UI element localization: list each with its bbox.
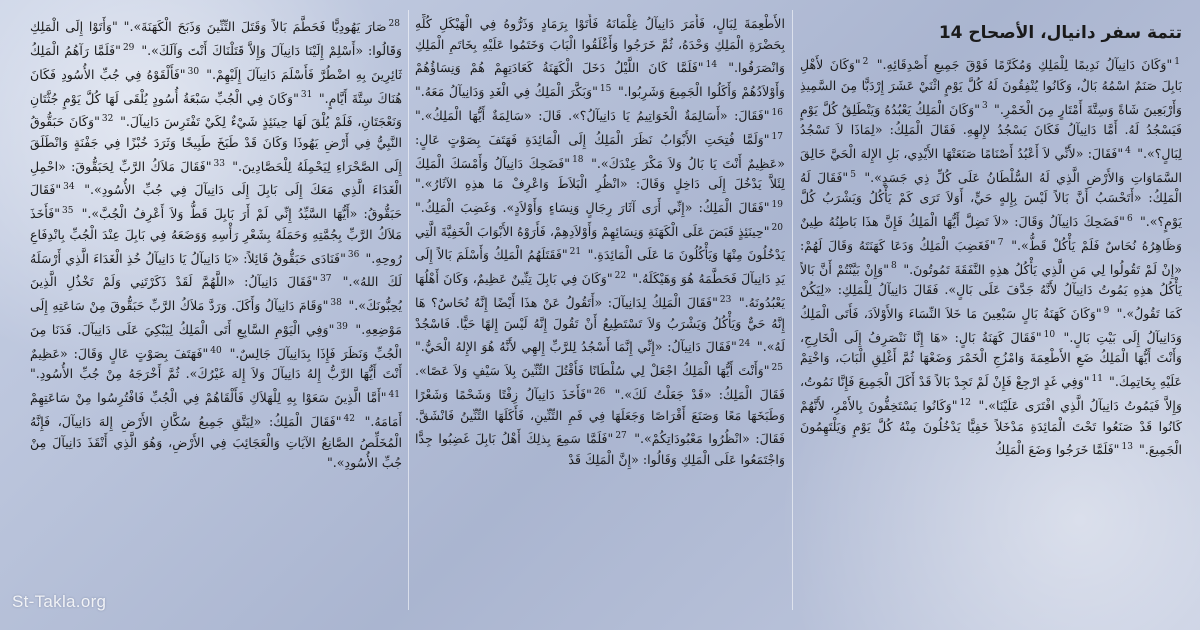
verse-number: 31	[300, 90, 313, 101]
verse-text: "فَقَالَ: «لأَنِّي لاَ أَعْبُدُ أَصْنَامًا صَنَعَتْهَا الأَيْدِي، بَلِ الإِلهَ الْحَيَّ خَالِقَ السَّمَاوَاتِ وَالأَرْضِ الَّذِي لَهُ السُّلْطَانُ عَلَى كُلِّ ذِي جَسَدٍ»."	[800, 145, 1182, 185]
verse-text: "وَبَكَّرَ الْمَلِكُ فِي الْغَدِ وَدَانِيآلُ مَعَهُ."	[415, 84, 598, 100]
verse-text: "فَقَتَلَهُمُ الْمَلِكُ وَأَسْلَمَ بَالاً إِلَى يَدِ دَانِيآلَ فَحَطَّمَهُ هُوَ وَهَيْكَلَهُ."	[415, 247, 785, 287]
verse-text: "أَمَّا الَّذِينَ سَعَوْا بِهِ لِلْهَلاَكِ فَأَلْقَاهُمْ فِي الْجُبِّ فَافْتُرِسُوا مِنْ سَاعَتِهِمْ أَمَامَهُ."	[30, 390, 402, 429]
verse-number: 24	[738, 339, 751, 350]
verse-text: "فَنَادَى حَبَقُّوقُ قَائِلاً: «يَا دَانِيآلُ يَا دَانِيآلُ خُذِ الْغَدَاءَ الَّذِي أَرْسَلَهُ لَكَ اللهُ»."	[30, 250, 402, 290]
verse-text: "فَقَالَ كَهَنَةُ بَالٍ: «هَا إِنَّا نَنْصَرِفُ إِلَى الْخَارِجِ، وَأَنْتَ أَيُّهَا الْمَلِكُ ضَعِ الأَطْعِمَةَ وَامْزُجِ الْخَمْرَ وَضَعْهَا ثُمَّ أَغْلِقِ الْبَابَ، وَاخْتِمْ عَلَيْهِ بِخَاتِمِكَ."	[800, 329, 1182, 390]
verse	[124, 19, 402, 34]
verse-list-right	[800, 52, 1182, 461]
verse-number: 13	[1121, 442, 1133, 453]
verse-text: "فَضَحِكَ دَانِيآلُ وَأَمْسَكَ الْمَلِكَ لِئَلاَّ يَدْخُلَ إِلَى دَاخِلٍ وَقَالَ: «انْظُرِ الْبَلاَطَ وَاعْرِفْ مَا هذِهِ الآثَارُ»."	[415, 155, 785, 192]
text-column-right	[800, 14, 1182, 594]
verse-number: 19	[771, 199, 783, 210]
verse-text: "فَقَالَ دَانِيآلُ: «إِنِّي إِنَّمَا أَسْجُدُ لِلرَّبِّ إِلهِي لأَنَّهُ هُوَ الإِلهُ الْحَيُّ."	[415, 339, 737, 355]
verse-text: "فَلَمَّا خَرَجُوا وَضَعَ الْمَلِكُ	[994, 442, 1120, 458]
verse-number: 11	[1091, 374, 1103, 384]
verse-number: 28	[388, 19, 400, 29]
verse-text: "فَغَضِبَ الْمَلِكُ وَدَعَا كَهَنَتَهُ وَقَالَ لَهُمْ: «إِنْ لَمْ تَقُولُوا لِي مَنِ الَّذِي يَأْكُلُ هذِهِ النَّفَقَةَ تَمُوتُونَ."	[800, 237, 1182, 277]
verse-number: 35	[62, 206, 74, 217]
verse-text: "فَقَالَ دَانِيآلُ: «اللَّهُمَّ لَقَدْ ذَكَرْتَنِي وَلَمْ تَخْذُلِ الَّذِينَ يُحِبُّونَكَ»."	[30, 274, 402, 314]
verse-text: "وَكَانَ لأَهْلِ بَابِلَ صَنَمٌ اسْمُهُ بَالٌ، وَكَانُوا يُنْفِقُونَ لَهُ كُلَّ يَوْمٍ اثْنَيْ عَشَرَ إِرْدَبًّا مِنَ السَّمِيذِ وَأَرْبَعِينَ شَاةً وَسِتَّةَ أَمْتَارٍ مِنَ الْخَمْرِ."	[800, 57, 1182, 117]
verse-text: "فَقَالَ الْمَلِكُ: «لِيَتَّقِ جَمِيعُ سُكَّانِ الأَرْضِ إِلهَ دَانِيآلَ، فَإِنَّهُ الْمُخَلِّصُ الصَّانِعُ الآيَاتِ وَالْعَجَائِبَ فِي الأَرْضِ، وَهُوَ الَّذِي أَنْقَذَ دَانِيآلَ مِنْ جُبِّ الأُسُودِ»."	[30, 413, 402, 471]
verse-text: "وَكَانَ فِي بَابِلَ تِنِّينٌ عَظِيمٌ، وَكَانَ أَهْلُهَا يَعْبُدُونَهُ."	[415, 271, 785, 310]
verse-number: 12	[959, 397, 972, 408]
verse-text: "وَكَانَ فِي الْجُبِّ سَبْعَةُ أُسُودٍ يُلْقَى لَهَا كُلَّ يَوْمٍ جُثَّتَانِ وَنَعْجَتَانِ، فَلَمْ يُلْقَ لَهَا حِينَئِذٍ شَيْءٌ لِكَيْ تَفْتَرِسَ دَانِيآلَ."	[30, 90, 402, 130]
verse-text: "فَأَخَذَ دَانِيآلُ زِفْتًا وَشَحْمًا وَشَعْرًا وَطَبَخَهَا مَعًا وَصَنَعَ أَقْرَاصًا وَجَعَلَهَا فِي فَمِ التِّنِّينِ، فَأَكَلَهَا التِّنِّينُ فَانْشَقَّ. فَقَالَ: «انْظُرُوا مَعْبُودَاتِكُمْ»."	[415, 386, 785, 447]
verse-text: صَارَ يَهُودِيًّا فَحَطَّمَ بَالاً وَقَتَلَ التِّنِّينَ وَذَبَحَ الْكَهَنَةَ»."	[123, 19, 387, 35]
verse-number: 32	[101, 114, 114, 125]
verse-number: 21	[569, 247, 582, 258]
verse	[995, 442, 1135, 457]
verse-number: 39	[336, 321, 348, 332]
verse-text: "فَلَمَّا سَمِعَ بِذلِكَ أَهْلُ بَابِلَ غَضِبُوا جِدًّا وَاجْتَمَعُوا عَلَى الْمَلِكِ وَقَالُوا: «إِنَّ الْمَلِكَ قَدْ	[415, 431, 785, 467]
verse	[415, 84, 613, 99]
verse	[415, 339, 752, 354]
verse-list-left	[30, 14, 402, 474]
verse-number: 41	[388, 389, 400, 400]
verse-text: "فَلَمَّا رَآهُمُ الْمَلِكُ ثَائِرِينَ بِهِ اضْطُرَّ فَأَسْلَمَ دَانِيآلَ إِلَيْهِمْ."	[30, 42, 402, 82]
verse	[415, 200, 785, 215]
verse-number: 7	[997, 237, 1004, 248]
verse-number: 10	[1043, 329, 1056, 340]
verse-number: 30	[187, 66, 200, 77]
verse-list-middle	[415, 14, 785, 471]
verse-text: "فَقَالَ لَهُ الْمَلِكُ: «أَتَحْسَبُ أَنَّ بَالاً لَيْسَ بِإِلهٍ حَيٍّ، أَوَلاَ تَرَى كَمْ يَأْكُلُ وَيَشْرَبُ كُلَّ يَوْمٍ؟»."	[800, 169, 1182, 230]
chapter-title: تتمة سفر دانيال، الأصحاح 14	[938, 23, 1182, 43]
verse-number: 14	[705, 60, 718, 71]
verse-text: "فَقَالَ: «أَسَالِمَةٌ الْخَوَاتِيمُ يَا دَانِيآلُ؟». قَالَ: «سَالِمَةٌ أَيُّهَا الْمَلِكُ»."	[415, 107, 770, 123]
verse-number: 40	[210, 345, 222, 356]
text-column-middle	[415, 14, 785, 594]
verse-number: 16	[771, 107, 783, 118]
verse-text: "وَكَانَ كَهَنَةُ بَالٍ سَبْعِينَ مَا خَلاَ النِّسَاءَ وَالأَوْلاَدَ، فَأَتَى الْمَلِكُ وَدَانِيآلُ إِلَى بَيْتِ بَالٍ."	[800, 306, 1182, 345]
verse-number: 29	[122, 42, 135, 53]
verse-number: 36	[347, 250, 360, 261]
column-divider-left	[408, 10, 409, 610]
verse-text: "وَفِي غَدٍ ارْجِعْ فَإِنْ لَمْ تَجِدْ بَالاً قَدْ أَكَلَ الْجَمِيعَ فَإِنَّا نَمُوتُ، وَإِلاَّ فَيَمُوتُ دَانِيآلُ الَّذِي افْتَرَى عَلَيْنَا»."	[800, 374, 1182, 413]
verse-number: 25	[771, 362, 783, 373]
verse-number: 20	[771, 223, 783, 234]
verse-number: 22	[614, 271, 627, 282]
verse-number: 23	[719, 294, 732, 305]
verse-number: 26	[593, 386, 606, 397]
verse-number: 17	[771, 131, 783, 142]
verse-number: 1	[1174, 57, 1180, 67]
verse-text: الأَطْعِمَةَ لِبَالٍ، فَأَمَرَ دَانِيآلُ غِلْمَانَهُ فَأَتَوْا بِرَمَادٍ وَذَرُّوهُ فِي الْهَيْكَلِ كُلِّهِ بِحَضْرَةِ الْمَلِكِ وَحْدَهُ، ثُمَّ خَرَجُوا وَأَغْلَقُوا الْبَابَ وَخَتَمُوا عَلَيْهِ بِخَاتَمِ الْمَلِكِ وَانْصَرَفُوا."	[415, 16, 785, 76]
verse-number: 33	[213, 158, 225, 169]
verse-number: 8	[891, 261, 897, 272]
verse-text: "وَإِنْ بَيَّنْتُمْ أَنَّ بَالاً يَأْكُلُ هذِهِ يَمُوتُ دَانِيآلُ لأَنَّهُ جَدَّفَ عَلَى بَالٍ». فَقَالَ دَانِيآلُ لِلْمَلِكِ: «لِيَكُنْ كَمَا تَقُولُ»."	[800, 261, 1182, 322]
verse-number: 27	[615, 431, 627, 442]
verse-text: "وَكَانَ الْمَلِكُ يَعْبُدُهُ وَيَنْطَلِقُ كُلَّ يَوْمٍ فَيَسْجُدُ لَهُ. أَمَّا دَانِيآلُ فَكَانَ يَسْجُدُ لإِلهِهِ. فَقَالَ الْمَلِكُ: «لِمَاذَا لاَ تَسْجُدُ لِبَالٍ؟»."	[800, 101, 1182, 161]
verse-number: 2	[862, 57, 869, 67]
verse-number: 42	[343, 413, 355, 424]
verse-text: "وَكَانُوا يَسْتَخِفُّونَ بِالأَمْرِ، لأَنَّهُمْ كَانُوا قَدْ صَنَعُوا تَحْتَ الْمَائِدَةِ مَدْخَلاً خَفِيًّا يَدْخُلُونَ مِنْهُ كُلَّ يَوْمٍ وَيَلْتَهِمُونَ الْجَمِيعَ."	[800, 397, 1182, 458]
verse-text: "فَقَالَ مَلاَكُ الرَّبِّ لِحَبَقُّوقَ: «احْمِلِ الْغَدَاءَ الَّذِي مَعَكَ إِلَى بَابِلَ إِلَى دَانِيآلَ فِي جُبِّ الأُسُودِ»."	[30, 158, 402, 198]
verse-number: 37	[320, 274, 332, 285]
verse-text: "فَأَخَذَ مَلاَكُ الرَّبِّ بِجُمَّتِهِ وَحَمَلَهُ بِشَعْرِ رَأْسِهِ وَوَضَعَهُ فِي بَابِلَ عِنْدَ الْجُبِّ بِانْدِفَاعِ رُوحِهِ."	[30, 206, 402, 266]
verse	[415, 108, 785, 123]
site-watermark: St-Takla.org	[12, 592, 107, 611]
verse-number: 18	[572, 155, 584, 166]
verse-number: 4	[1125, 145, 1131, 156]
verse-number: 38	[330, 298, 342, 308]
verse-number: 5	[850, 169, 856, 180]
verse-text: "فَضَحِكَ دَانِيآلُ وَقَالَ: «لاَ تَضِلَّ أَيُّهَا الْمَلِكُ فَإِنَّ هذَا بَاطِنُهُ طِينٌ وَظَاهِرُهُ نُحَاسٌ فَلَمْ يَأْكُلْ قَطُّ»."	[800, 214, 1182, 253]
verse-number: 15	[599, 83, 612, 94]
verse-text: "وَقَامَ دَانِيآلُ وَأَكَلَ. وَرَدَّ مَلاَكُ الرَّبِّ حَبَقُّوقَ مِنْ سَاعَتِهِ إِلَى مَوْضِعِهِ."	[30, 298, 402, 337]
verse-text: "وَفِي الْيَوْمِ السَّابِعِ أَتَى الْمَلِكُ لِيَبْكِيَ عَلَى دَانِيآلَ. فَدَنَا مِنَ الْجُبِّ وَنَظَرَ فَإِذَا بِدَانِيآلَ جَالِسٌ."	[30, 321, 402, 361]
verse-text: "فَهَتَفَ بِصَوْتٍ عَالٍ وَقَالَ: «عَظِيمٌ أَنْتَ أَيُّهَا الرَّبُّ إِلهُ دَانِيآلَ وَلاَ إِلهَ غَيْرُكَ». ثُمَّ أَخْرَجَهُ مِنْ جُبِّ الأُسُودِ."	[30, 345, 402, 382]
column-divider-right	[792, 10, 793, 610]
text-column-left	[30, 14, 402, 594]
verse	[800, 146, 1182, 185]
verse-text: "وَأَتَوْا إِلَى الْمَلِكِ وَقَالُوا: «أَسْلِمْ إِلَيْنَا دَانِيآلَ وَإِلاَّ قَتَلْنَاكَ أَنْتَ وَآلَكَ»."	[30, 19, 402, 58]
verse-number: 3	[982, 101, 988, 112]
verse-text: "فَقَالَ حَبَقُّوقُ: «أَيُّهَا السَّيِّدُ إِنِّي لَمْ أَرَ بَابِلَ قَطُّ وَلاَ أَعْرِفُ الْجُبَّ»."	[30, 182, 402, 222]
verse-text: "وَلَمَّا فُتِحَتِ الأَبْوَابُ نَظَرَ الْمَلِكُ إِلَى الْمَائِدَةِ فَهَتَفَ بِصَوْتٍ عَالٍ: «عَظِيمٌ أَنْتَ يَا بَالُ وَلاَ مَكْرَ عِنْدَكَ»."	[415, 131, 785, 171]
verse	[877, 57, 1182, 72]
verse-number: 9	[1103, 305, 1110, 316]
verse-number: 34	[63, 182, 75, 193]
verse-number: 6	[1126, 213, 1133, 224]
verse-text: "فَلَمَّا كَانَ اللَّيْلُ دَخَلَ الْكَهَنَةُ كَعَادَتِهِمْ هُمْ وَنِسَاؤُهُمْ وَأَوْلاَدُهُمْ وَأَكَلُوا الْجَمِيعَ وَشَرِبُوا."	[415, 60, 785, 100]
verse-text: "فَقَالَ الْمَلِكُ: «إِنِّي أَرَى آثَارَ رِجَالٍ وَنِسَاءٍ وَأَوْلاَدٍ». وَغَضِبَ الْمَلِكُ."	[415, 199, 770, 215]
verse-text: "وَأَنْتَ أَيُّهَا الْمَلِكُ اجْعَلْ لِي سُلْطَانًا فَأَقْتُلَ التِّنِّينَ بِلاَ سَيْفٍ وَلاَ عَصًا». فَقَالَ الْمَلِكُ: «قَدْ جَعَلْتُ لَكَ»."	[415, 363, 785, 402]
verse-text: "حِينَئِذٍ قَبَضَ عَلَى الْكَهَنَةِ وَنِسَائِهِمْ وَأَوْلاَدِهِمْ، فَأَرَوْهُ الأَبْوَابَ الْخَفِيَّةَ الَّتِي يَدْخُلُونَ مِنْهَا وَيَأْكُلُونَ مَا عَلَى الْمَائِدَةِ."	[415, 223, 785, 263]
verse-text: "فَقَالَ الْمَلِكُ لِدَانِيآلَ: «أَتَقُولُ عَنْ هذَا أَيْضًا إِنَّهُ نُحَاسٌ؟ هَا إِنَّهُ حَيٌّ وَيَأْكُلُ وَيَشْرَبُ وَلاَ تَسْتَطِيعُ أَنْ تَقُولَ إِنَّهُ لَيْسَ إِلهًا حَيًّا. فَاسْجُدْ لَهُ»."	[415, 295, 785, 355]
verse-text: "وَكَانَ دَانِيآلُ نَدِيمًا لِلْمَلِكِ وَمُكَرَّمًا فَوْقَ جَمِيعِ أَصْدِقَائِهِ."	[876, 57, 1173, 73]
verse-text: "وَكَانَ حَبَقُّوقُ النَّبِيُّ فِي أَرْضِ يَهُوذَا وَكَانَ قَدْ طَبَخَ طَبِيخًا وَثَرَدَ خُبْزًا فِي جَفْنَةٍ وَانْطَلَقَ إِلَى الصَّحْرَاءِ لِيَحْمِلَهُ لِلْحَصَّادِينَ."	[30, 114, 402, 174]
verse-text: "فَأَلْقَوْهُ فِي جُبِّ الأُسُودِ فَكَانَ هُنَاكَ سِتَّةَ أَيَّامٍ."	[30, 66, 402, 106]
verse	[30, 414, 402, 470]
